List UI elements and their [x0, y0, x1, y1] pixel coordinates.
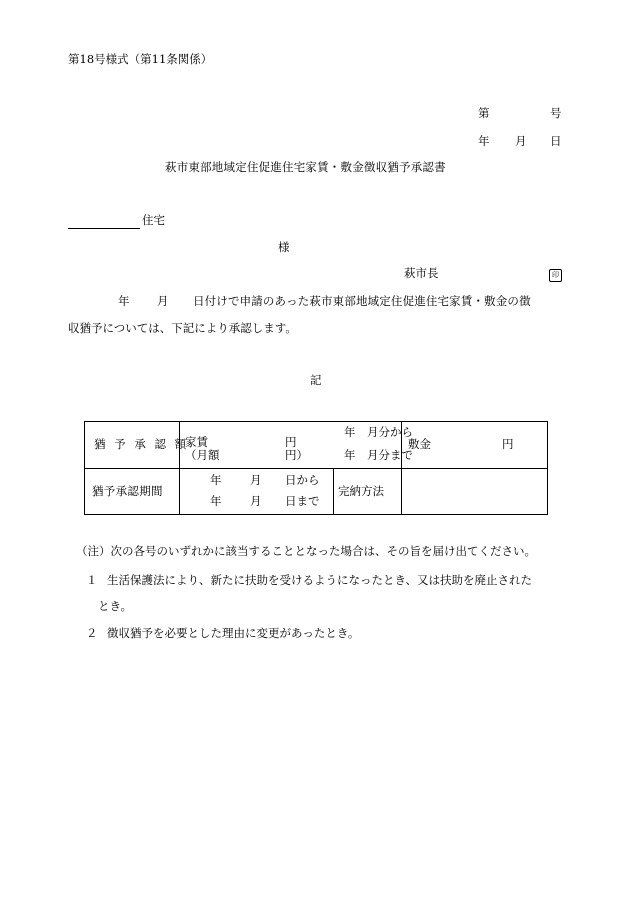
rent-to: 年 月分まで	[344, 448, 413, 462]
period-from-year: 年	[210, 473, 222, 487]
date-month-label: 月	[515, 134, 527, 148]
issuer-name: 萩市長	[404, 266, 439, 280]
method-value-cell	[402, 469, 548, 515]
ki-label: 記	[310, 373, 322, 387]
note-2-number: ２	[86, 626, 98, 640]
period-cell	[180, 469, 334, 515]
sama-label: 様	[278, 240, 290, 254]
body-date-year: 年	[118, 294, 130, 308]
form-number: 第18号様式（第11条関係）	[68, 52, 213, 66]
table-row	[85, 422, 548, 469]
number-go: 号	[550, 106, 562, 120]
deposit-cell	[402, 422, 548, 469]
period-to-month: 月	[250, 494, 262, 508]
document-title: 萩市東部地域定住促進住宅家賃・敷金徴収猶予承認書	[165, 160, 446, 174]
period-label: 猶予承認期間	[92, 484, 163, 498]
date-year-label: 年	[478, 134, 490, 148]
deposit-yen: 円	[502, 437, 514, 451]
period-to-year: 年	[210, 494, 222, 508]
rent-yen: 円	[285, 435, 297, 449]
seal-icon: 印	[549, 269, 562, 282]
approval-table	[84, 421, 548, 515]
note-2-text: 徴収猶予を必要とした理由に変更があったとき。	[107, 626, 360, 640]
deposit-label: 敷金	[408, 437, 431, 451]
date-day-label: 日	[550, 134, 562, 148]
table-row	[85, 469, 548, 515]
amount-label: 猶 予 承 認 額	[94, 437, 189, 451]
rent-from: 年 月分から	[344, 425, 413, 439]
notes-heading: （注）次の各号のいずれかに該当することとなった場合は、その旨を届け出てください。	[76, 544, 536, 558]
method-label: 完納方法	[338, 484, 384, 498]
note-1-text: 生活保護法により、新たに扶助を受けるようになったとき、又は扶助を廃止された	[107, 573, 533, 587]
rent-cell	[180, 422, 413, 469]
period-from-day: 日から	[285, 473, 320, 487]
rent-label: 家賃	[185, 435, 208, 449]
period-from-month: 月	[250, 473, 262, 487]
note-1-number: １	[86, 573, 98, 587]
monthly-label: （月額	[185, 448, 220, 462]
period-to-day: 日まで	[285, 494, 320, 508]
housing-name-blank	[68, 228, 140, 229]
body-date-month: 月	[157, 294, 169, 308]
note-1-continuation: とき。	[98, 599, 133, 613]
period-label-cell	[85, 469, 180, 515]
body-line-2: 収猶予については、下記により承認します。	[68, 321, 297, 335]
monthly-yen: 円）	[285, 448, 308, 462]
method-label-cell	[334, 469, 402, 515]
number-dai: 第	[478, 106, 490, 120]
body-line-1: 日付けで申請のあった萩市東部地域定住促進住宅家賃・敷金の徴	[193, 294, 531, 308]
housing-label: 住宅	[142, 213, 165, 227]
amount-label-cell	[85, 422, 189, 469]
